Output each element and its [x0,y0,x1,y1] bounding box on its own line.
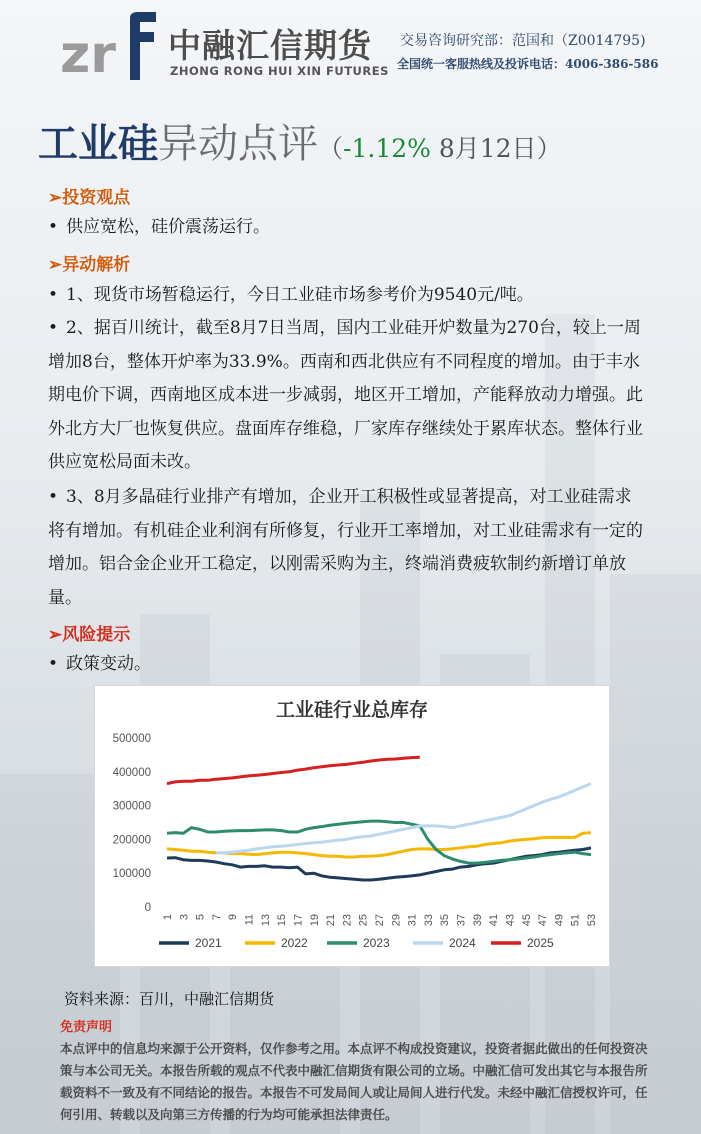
series-line-2024 [216,784,591,853]
y-tick-label: 500000 [112,733,151,745]
y-tick-label: 400000 [112,766,151,779]
y-tick-label: 100000 [112,868,151,881]
risk-text: • 政策变动。 [48,648,648,682]
hotline-info: 全国统一客服热线及投诉电话：4006-386-586 [397,57,659,71]
data-source: 资料来源：百川，中融汇信期货 [64,990,275,1008]
company-logo-icon [60,12,160,84]
page-title [38,112,562,169]
title-type: 异动点评 [158,121,318,167]
disclaimer-text: 本点评中的信息均来源于公开资料，仅作参考之用。本点评不构成投资建议，投资者据此做出的任何投资决策与本公司无关。本报告所载的观点不代表中融汇信期货有限公司的立场。中融汇信可发出其它与本报告所载资料不一致及有不同结论的报告。本报告不可发局间人或让局间人进行代发。未经中融汇信授权许可，任何引用、转载以及向第三方传播的行为均可能承担法律责任。 [60,1041,648,1122]
bullet: • [48,217,59,237]
x-tick-label: 19 [308,914,321,927]
y-tick-label: 200000 [112,834,151,847]
x-tick-label: 15 [276,914,289,927]
x-tick-label: 23 [341,914,354,927]
x-tick-label: 49 [553,914,566,927]
y-tick-label: 0 [144,902,151,914]
x-tick-label: 35 [439,914,452,927]
x-tick-label: 13 [259,914,272,927]
title-open-paren: （ [318,134,344,163]
title-change: -1.12% [343,134,431,163]
analysis-heading: ➢异动解析 [48,255,131,275]
bullet: • [48,654,59,674]
y-tick-label: 300000 [112,800,151,813]
title-date: 8月12日） [430,134,562,163]
x-tick-label: 17 [292,914,305,927]
x-tick-label: 39 [471,914,484,927]
inventory-chart [94,685,610,967]
x-tick-label: 9 [227,914,240,921]
analysis-paragraph-3: • 3、8月多晶硅行业排产有增加，企业开工积极性或显著提高，对工业硅需求将有增加。有机硅企业利润有所修复，行业开工率增加，对工业硅需求有一定的增加。铝合金企业开工稳定，以刚需采购为主，终端消费疲软制约新增订单放量。 [48,481,648,615]
x-tick-label: 37 [455,914,468,927]
x-tick-label: 45 [520,914,533,927]
legend-label-2021: 2021 [195,936,222,950]
x-tick-label: 1 [162,914,174,921]
researcher-info: 交易咨询研究部：范国和（Z0014795) [400,33,646,49]
disclaimer-title: 免责声明 [60,1020,113,1035]
series-line-2025 [167,757,420,783]
x-tick-label: 47 [537,914,550,927]
legend-label-2024: 2024 [449,936,476,950]
x-tick-label: 21 [325,914,338,927]
bullet: • [48,487,59,507]
analysis-paragraph-2: • 2、据百川统计，截至8月7日当周，国内工业硅开炉数量为270台，较上一周增加8台，整体开炉率为33.9%。西南和西北供应有不同程度的增加。由于丰水期电价下调，西南地区成本进一步减弱，地区开工增加，产能释放动力增强。此外北方大厂也恢复供应。盘面库存维稳，厂家库存继续处于累库状态。整体行业供应宽松局面未改。 [48,312,648,480]
x-tick-label: 43 [504,914,517,927]
legend-label-2022: 2022 [281,936,308,950]
header [0,0,701,95]
legend-label-2023: 2023 [363,936,390,950]
logo-en-text: ZHONG RONG HUI XIN FUTURES [170,64,389,78]
logo-cn-text: 中融汇信期货 [168,26,372,65]
bullet: • [48,318,59,338]
inventory-chart-svg [95,686,609,966]
analysis-paragraph-1: • 1、现货市场暂稳运行，今日工业硅市场参考价为9540元/吨。 [48,279,648,313]
x-tick-label: 27 [374,914,386,927]
x-tick-label: 53 [586,914,598,927]
legend-label-2025: 2025 [527,936,554,950]
svg-text:zr: zr [60,25,116,84]
investment-view-text: • 供应宽松，硅价震荡运行。 [48,211,648,245]
bullet: • [48,285,59,305]
x-tick-label: 51 [569,914,582,927]
investment-view-heading: ➢投资观点 [48,188,131,208]
x-tick-label: 29 [390,914,403,927]
title-product: 工业硅 [38,120,158,167]
x-tick-label: 33 [422,914,435,927]
x-tick-label: 25 [357,914,370,927]
chart-title: 工业硅行业总库存 [275,699,429,721]
x-tick-label: 3 [178,914,191,921]
x-tick-label: 7 [210,914,223,921]
x-tick-label: 11 [243,914,256,926]
x-tick-label: 31 [406,914,419,927]
risk-heading: ➢风险提示 [48,625,131,645]
x-tick-label: 5 [194,914,207,921]
x-tick-label: 41 [488,914,501,927]
